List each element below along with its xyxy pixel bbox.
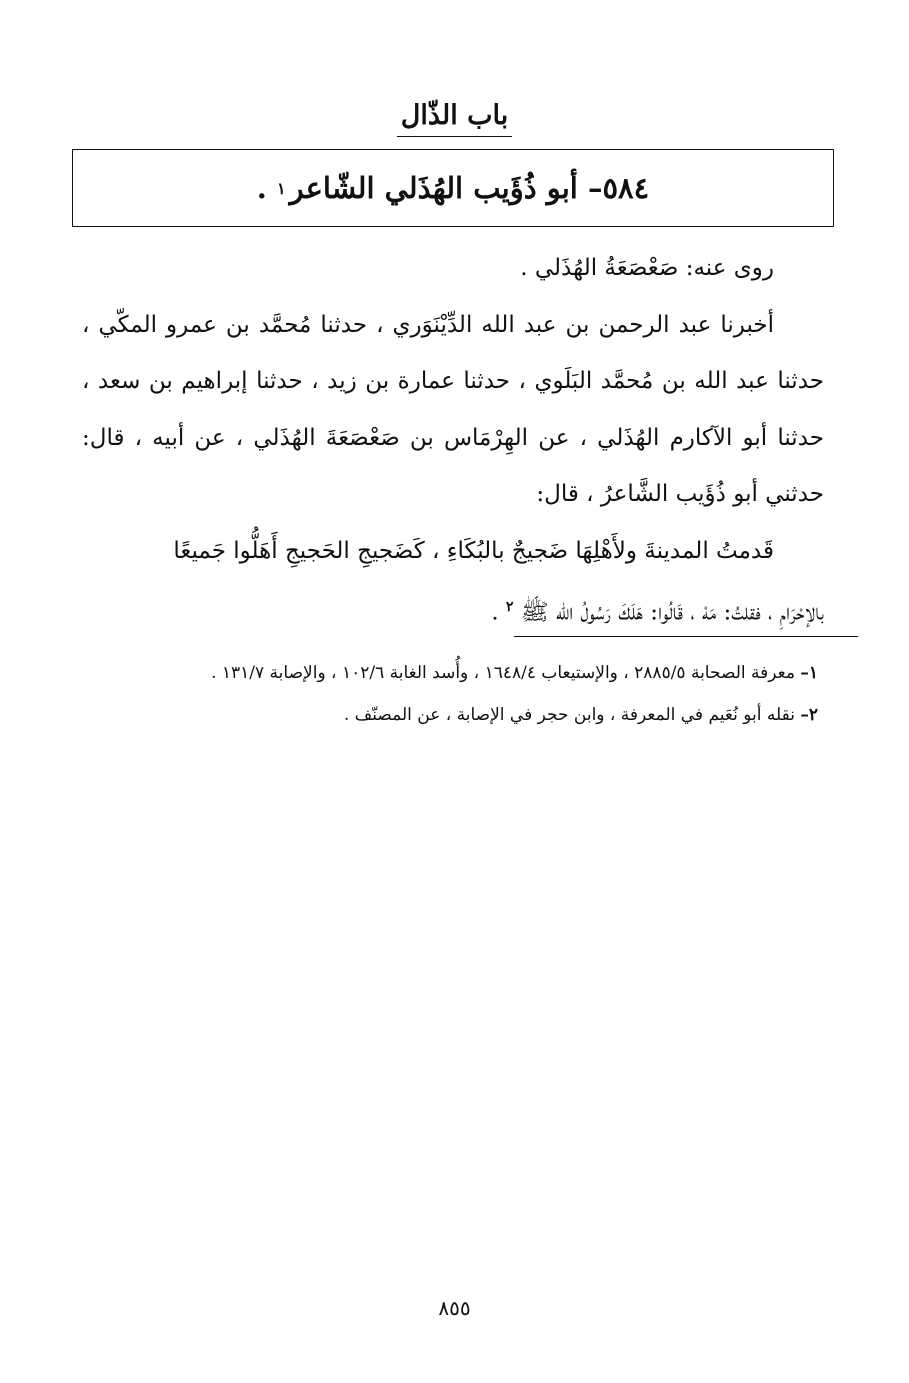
footnotes-section xyxy=(82,652,818,736)
footnote-1-text: معرفة الصحابة ٢٨٨٥/٥ ، والإستيعاب ١٦٤٨/٤ ، وأُسد الغابة ١٠٢/٦ ، والإصابة ١٣١/٧ . xyxy=(211,663,795,683)
poem-footnote-ref: ٢ xyxy=(505,599,514,615)
entry-separator: – xyxy=(587,171,603,205)
poem-end-mark: . xyxy=(491,599,499,626)
entry-footnote-ref: ١ xyxy=(277,178,286,198)
poem-line-1: قَدمتُ المدينةَ ولأَهْلِهَا ضَجيجٌ بالبُكَاءِ ، كَضَجيجِ الحَجيجِ أَهَلُّوا جَميعًا xyxy=(173,537,774,564)
footnote-divider xyxy=(514,636,858,637)
footnote-2 xyxy=(82,694,818,736)
isnad-paragraph: أخبرنا عبد الرحمن بن عبد الله الدِّيْنَوَري ، حدثنا مُحمَّد بن عمرو المكّي ، حدثنا عبد الله بن مُحمَّد البَلَوي ، حدثنا عمارة بن زيد ، حدثنا إبراهيم بن سعد ، حدثنا أبو الآكارم الهُذَلي ، عن الهِرْمَاس بن صَعْصَعَةَ الهُذَلي ، عن أبيه ، قال: حدثني أبو ذُؤَيب الشَّاعرُ ، قال: xyxy=(82,311,824,507)
poem-line-2-text: بالإحْرَامِ ، فقلتُ: مَهْ ، قَالُوا: هَلَكَ رَسُولُ الله ﷺ xyxy=(520,599,824,626)
footnote-1-dash: – xyxy=(800,663,809,683)
chapter-heading xyxy=(0,100,909,137)
footnote-1-number: ١ xyxy=(808,663,818,683)
footnote-1 xyxy=(82,652,818,694)
narrated-by-line: روى عنه: صَعْصَعَةُ الهُذَلي . xyxy=(520,255,774,281)
page-number: ٨٥٥ xyxy=(438,1296,471,1320)
footnote-2-text: نقله أبو نُعَيم في المعرفة ، وابن حجر في الإصابة ، عن المصنّف . xyxy=(343,705,795,725)
chapter-title: باب الذّال xyxy=(397,100,513,137)
entry-number: ٥٨٤ xyxy=(602,171,650,205)
entry-name: أبو ذُؤَيب الهُذَلي الشّاعر xyxy=(289,171,578,205)
footnote-2-number: ٢ xyxy=(808,705,818,725)
entry-body xyxy=(82,240,824,641)
entry-end-mark: . xyxy=(256,171,267,205)
poem-line-2 xyxy=(82,579,824,641)
footnote-2-dash: – xyxy=(800,705,809,725)
entry-title-box xyxy=(72,149,834,227)
